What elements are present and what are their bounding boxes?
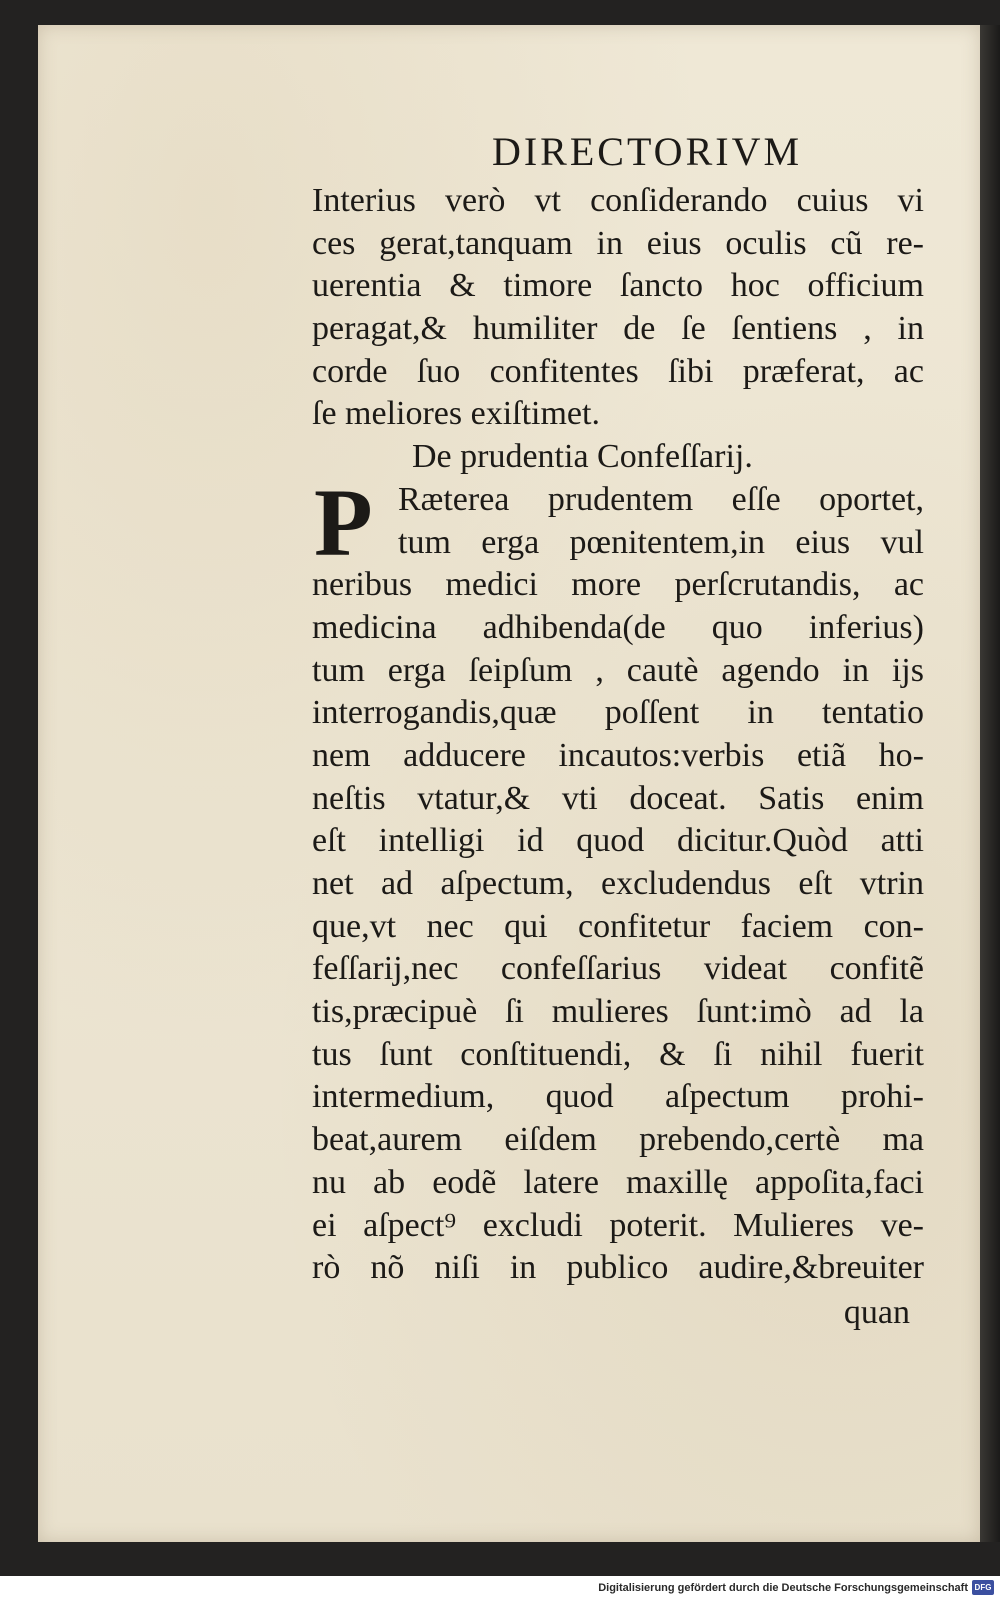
text-line: Interius verò vt conſiderando cuius vi (312, 182, 924, 219)
text-block (312, 124, 924, 1336)
text-line: neribus medici more perſcrutandis, ac (312, 566, 924, 604)
text-line: intermedium, quod aſpectum prohi- (312, 1078, 924, 1116)
running-head: DIRECTORIVM (491, 129, 803, 174)
text-line: eſt intelligi id quod dicitur.Quòd atti (312, 822, 924, 860)
text-line: corde ſuo confitentes ſibi præferat, ac (312, 352, 924, 390)
footer-credit: Digitalisierung gefördert durch die Deutsche Forschungsgemeinschaft (598, 1582, 968, 1594)
paragraph-1 (312, 180, 924, 436)
page-edge (980, 25, 1000, 1542)
text-line: nu ab eodẽ latere maxillę appoſita,faci (312, 1163, 924, 1201)
text-line: tum erga pœnitentem,in eius vul (398, 523, 924, 561)
text-line: nem adducere incautos:verbis etiã ho- (312, 736, 924, 774)
text-line: uerentia & timore ſancto hoc officium (312, 267, 924, 305)
text-line: que,vt nec qui confitetur faciem con- (312, 907, 924, 945)
text-line: rò nõ niſi in publico audire,&breuiter (312, 1249, 924, 1287)
text-line: tus ſunt conſtituendi, & ſi nihil fuerit (312, 1035, 924, 1073)
section-heading: De prudentia Confeſſarij. (412, 438, 753, 476)
catchword-row (312, 1290, 924, 1336)
text-line: ei aſpect⁹ excludi poterit. Mulieres ve- (312, 1206, 924, 1244)
text-line: tis,præcipuè ſi mulieres ſunt:imò ad la (312, 993, 924, 1031)
text-line: Ræterea prudentem eſſe oportet, (398, 480, 924, 518)
text-line: beat,aurem eiſdem prebendo,certè ma (312, 1121, 924, 1159)
text-line: ſe meliores exiſtimet. (312, 395, 600, 433)
text-line: feſſarij,nec confeſſarius videat confitẽ (312, 950, 924, 988)
text-line: ces gerat,tanquam in eius oculis cũ re- (312, 224, 924, 262)
text-line: medicina adhibenda(de quo inferius) (312, 608, 924, 646)
text-line: interrogandis,quæ poſſent in tentatio (312, 694, 924, 732)
paragraph-2 (312, 468, 924, 1290)
text-line: peragat,& humiliter de ſe ſentiens , in (312, 310, 924, 348)
text-line: net ad aſpectum, excludendus eſt vtrin (312, 865, 924, 902)
dfg-logo-icon: DFG (972, 1580, 994, 1595)
catchword: quan (843, 1293, 910, 1331)
footer-bar (0, 1576, 1000, 1603)
drop-cap: P (314, 468, 373, 576)
text-line: neſtis vtatur,& vti doceat. Satis enim (312, 779, 924, 817)
text-line: tum erga ſeipſum , cautè agendo in ijs (312, 651, 924, 689)
